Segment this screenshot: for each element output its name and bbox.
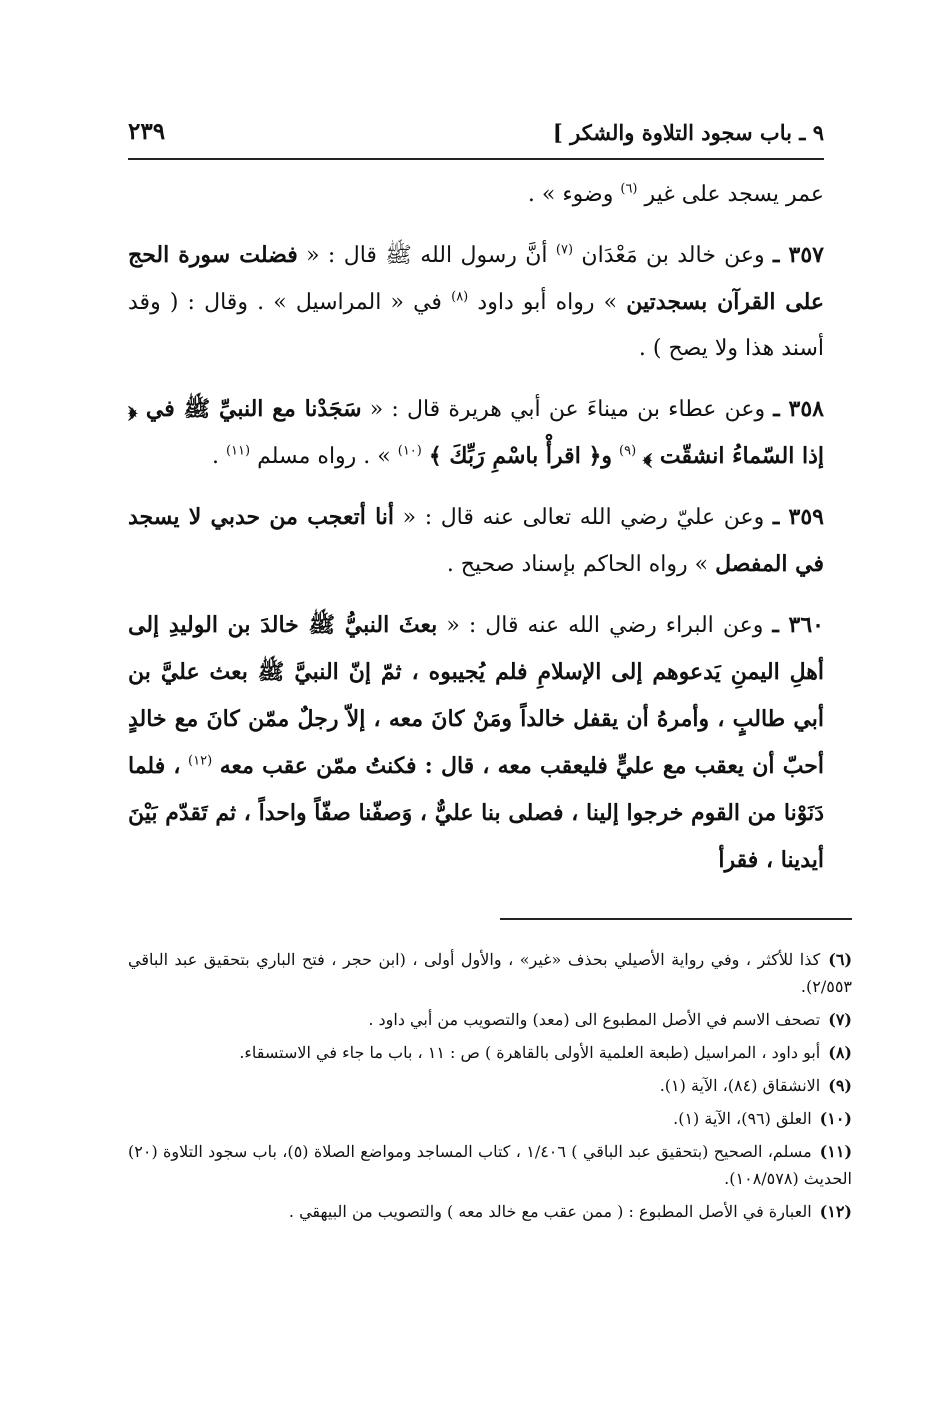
hadith-text: و﴿ اقرأْ باسْمِ رَبِّكَ ﴾ [428, 443, 612, 469]
footnote-item [128, 1138, 852, 1192]
paragraph-text: وعن البراء رضي الله عنه قال : « [446, 613, 764, 638]
paragraph-text: أنَّ رسول الله ﷺ قال : « [306, 243, 548, 268]
paragraph-text: » . رواه مسلم [257, 444, 391, 469]
hadith-text: ، فلما دَنَوْنا من القوم خرجوا إلينا ، فصلى بنا عليٌّ ، وَصفّنا صفّاً واحداً ، ثم تَقدّم بَيْنَ أيدينا ، فقرأ [128, 753, 824, 873]
hadith-359 [128, 494, 824, 588]
footnote-number: (٧) [828, 1010, 852, 1029]
footnote-item [128, 1006, 852, 1033]
paragraph-text: في « المراسيل » . وقال : ( وقد أسند هذا ولا يصح ) . [128, 290, 824, 361]
paragraph-text: » رواه أبو داود [477, 290, 618, 315]
paragraph-text: وعن خالد بن مَعْدَان [581, 243, 765, 268]
hadith-number: ٣٥٧ ـ [773, 242, 824, 268]
paragraph-text: وعن عليّ رضي الله تعالى عنه قال : « [402, 505, 765, 530]
footnote-number: (٩) [828, 1076, 852, 1095]
footnote-number: (١٠) [819, 1109, 852, 1128]
footnote-ref[interactable]: (٩) [619, 443, 637, 459]
hadith-text: أنا أتعجب من حدبي لا يسجد في المفصل [128, 504, 824, 577]
paragraph-text: عمر يسجد على غير [644, 182, 824, 207]
footnote-ref[interactable]: (٨) [451, 289, 469, 305]
header-divider [128, 158, 824, 160]
paragraph-text: » رواه الحاكم بإسناد صحيح . [446, 552, 709, 577]
footnote-ref[interactable]: (١١) [225, 443, 251, 459]
hadith-number: ٣٥٩ ـ [772, 504, 824, 530]
chapter-title: ٩ ـ باب سجود التلاوة والشكر ] [552, 120, 824, 145]
footnote-text: أبو داود ، المراسيل (طبعة العلمية الأولى بالقاهرة ) ص : ١١ ، باب ما جاء في الاستسقاء. [239, 1043, 821, 1062]
footnote-number: (١١) [819, 1142, 853, 1161]
hadith-360 [128, 602, 824, 884]
footnote-item [128, 1039, 852, 1066]
paragraph-text: وضوء » . [527, 182, 614, 207]
footnotes [128, 946, 852, 1231]
hadith-number: ٣٦٠ ـ [772, 612, 824, 638]
hadith-357 [128, 232, 824, 372]
footnote-text: تصحف الاسم في الأصل المطبوع الى (معد) والتصويب من أبي داود . [368, 1010, 821, 1029]
hadith-358 [128, 386, 824, 480]
paragraph-continuation [128, 172, 824, 218]
footnote-number: (١٢) [819, 1202, 852, 1221]
footnote-text: مسلم، الصحيح (بتحقيق عبد الباقي ) ١/٤٠٦ ، كتاب المساجد ومواضع الصلاة (٥)، باب سجود التلاوة (٢٠) الحديث (١٠٨/٥٧٨). [128, 1142, 852, 1188]
footnote-number: (٨) [828, 1043, 852, 1062]
paragraph-text: . [211, 444, 219, 469]
footnote-text: العلق (٩٦)، الآية (١). [673, 1109, 812, 1128]
footnote-item [128, 1072, 852, 1099]
footnote-text: الانشقاق (٨٤)، الآية (١). [659, 1076, 821, 1095]
footnote-ref[interactable]: (٧) [555, 242, 574, 258]
page-number: ٢٣٩ [128, 118, 166, 145]
footnote-ref[interactable]: (١٢) [188, 753, 213, 769]
footnote-divider [500, 918, 852, 920]
footnote-ref[interactable]: (٦) [620, 181, 638, 197]
footnote-text: كذا للأكثر ، وفي رواية الأصيلي بحذف «غير» ، والأول أولى ، (ابن حجر ، فتح الباري بتحقيق عبد الباقي ٢/٥٥٣). [128, 950, 852, 996]
main-text [128, 172, 824, 884]
footnote-item [128, 1105, 852, 1132]
hadith-text: سَجَدْنا مع النبيِّ ﷺ في ﴿ إذا السّماءُ انشقّت ﴾ [128, 396, 824, 469]
hadith-number: ٣٥٨ ـ [773, 396, 824, 422]
footnote-ref[interactable]: (١٠) [397, 443, 422, 459]
footnote-number: (٦) [828, 950, 853, 969]
footnote-text: العبارة في الأصل المطبوع : ( ممن عقب مع خالد معه ) والتصويب من البيهقي . [288, 1202, 812, 1221]
footnote-item [128, 946, 852, 1000]
running-header [128, 112, 824, 152]
hadith-text: فضلت سورة الحج على القرآن بسجدتين [128, 242, 825, 315]
footnote-item [128, 1198, 852, 1225]
paragraph-text: وعن عطاء بن ميناءَ عن أبي هريرة قال : « [369, 397, 766, 422]
hadith-text: بعثَ النبيُّ ﷺ خالدَ بن الوليدِ إلى أهلِ اليمنِ يَدعوهم إلى الإسلامِ فلم يُجيبوه ، ثمّ إنّ النبيَّ ﷺ بعث عليَّ بن أبي طالبٍ ، وأمرهُ أن يقفل خالداً ومَنْ كانَ معه ، إلاّ رجلٌ ممّن كانَ مع خالدٍ أحبّ أن يعقب مع عليٍّ فليعقب معه ، قال : فكنتُ ممّن عقب معه [128, 612, 825, 779]
